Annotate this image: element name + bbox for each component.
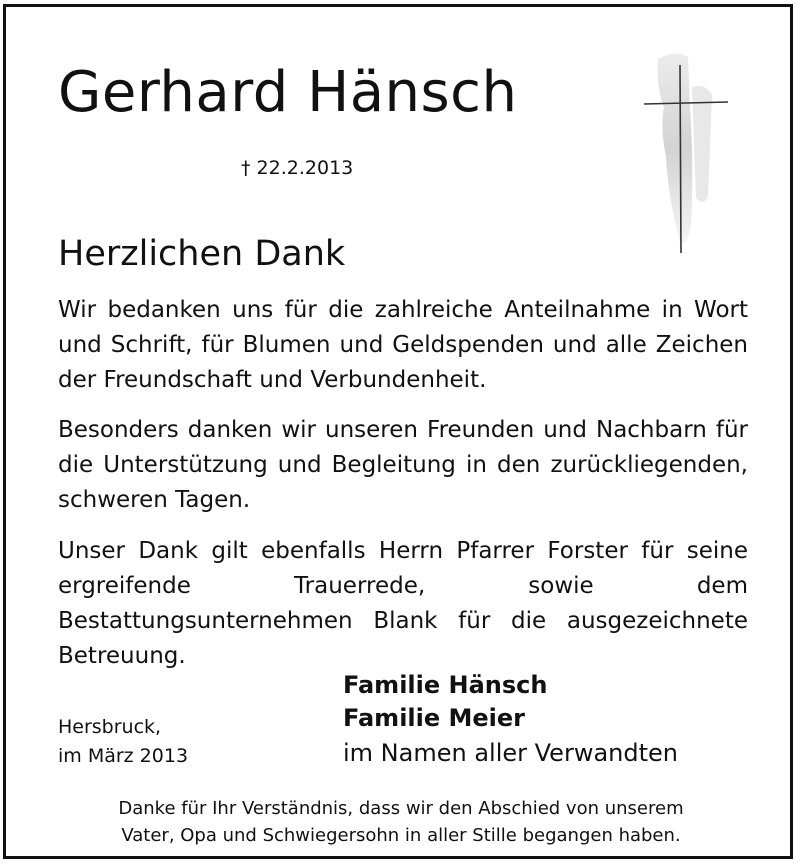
obituary-notice: [3, 4, 793, 859]
place: Hersbruck,: [58, 716, 162, 738]
footnote: [46, 795, 756, 849]
signatory-family-haensch: Familie Hänsch: [343, 671, 548, 699]
date-line: im März 2013: [58, 745, 189, 767]
signatory-note: im Namen aller Verwandten: [343, 739, 678, 767]
death-symbol: †: [241, 157, 251, 179]
signatory-family-meier: Familie Meier: [343, 704, 526, 732]
signatories: [343, 669, 678, 771]
death-date-line: [241, 157, 353, 179]
thanks-paragraph-1: Wir bedanken uns für die zahlreiche Anteilnahme in Wort und Schrift, für Blumen und Geldspenden und alle Zeichen der Freundschaft und Verbundenheit.: [58, 297, 748, 393]
footnote-line-2: Vater, Opa und Schwiegersohn in aller Stille begangen haben.: [121, 825, 681, 846]
cross-shadow: [658, 53, 693, 243]
cross-vertical: [680, 65, 681, 253]
thanks-heading: Herzlichen Dank: [58, 234, 346, 274]
footnote-line-1: Danke für Ihr Verständnis, dass wir den Abschied von unserem: [118, 798, 684, 819]
thanks-paragraph-3: Unser Dank gilt ebenfalls Herrn Pfarrer Forster für seine ergreifende Trauerrede, sowie dem Bestattungsunternehmen Blank für die ausgezeichnete Betreuung.: [58, 538, 748, 669]
cross-icon: [636, 47, 736, 262]
place-and-date: [58, 713, 188, 771]
thanks-paragraph-2: Besonders danken wir unseren Freunden und Nachbarn für die Unterstützung und Begleitung in den zurückliegenden, schweren Tagen.: [58, 417, 748, 513]
deceased-name: Gerhard Hänsch: [58, 60, 518, 125]
cross-horizontal: [644, 102, 728, 104]
death-date: 22.2.2013: [256, 157, 354, 179]
